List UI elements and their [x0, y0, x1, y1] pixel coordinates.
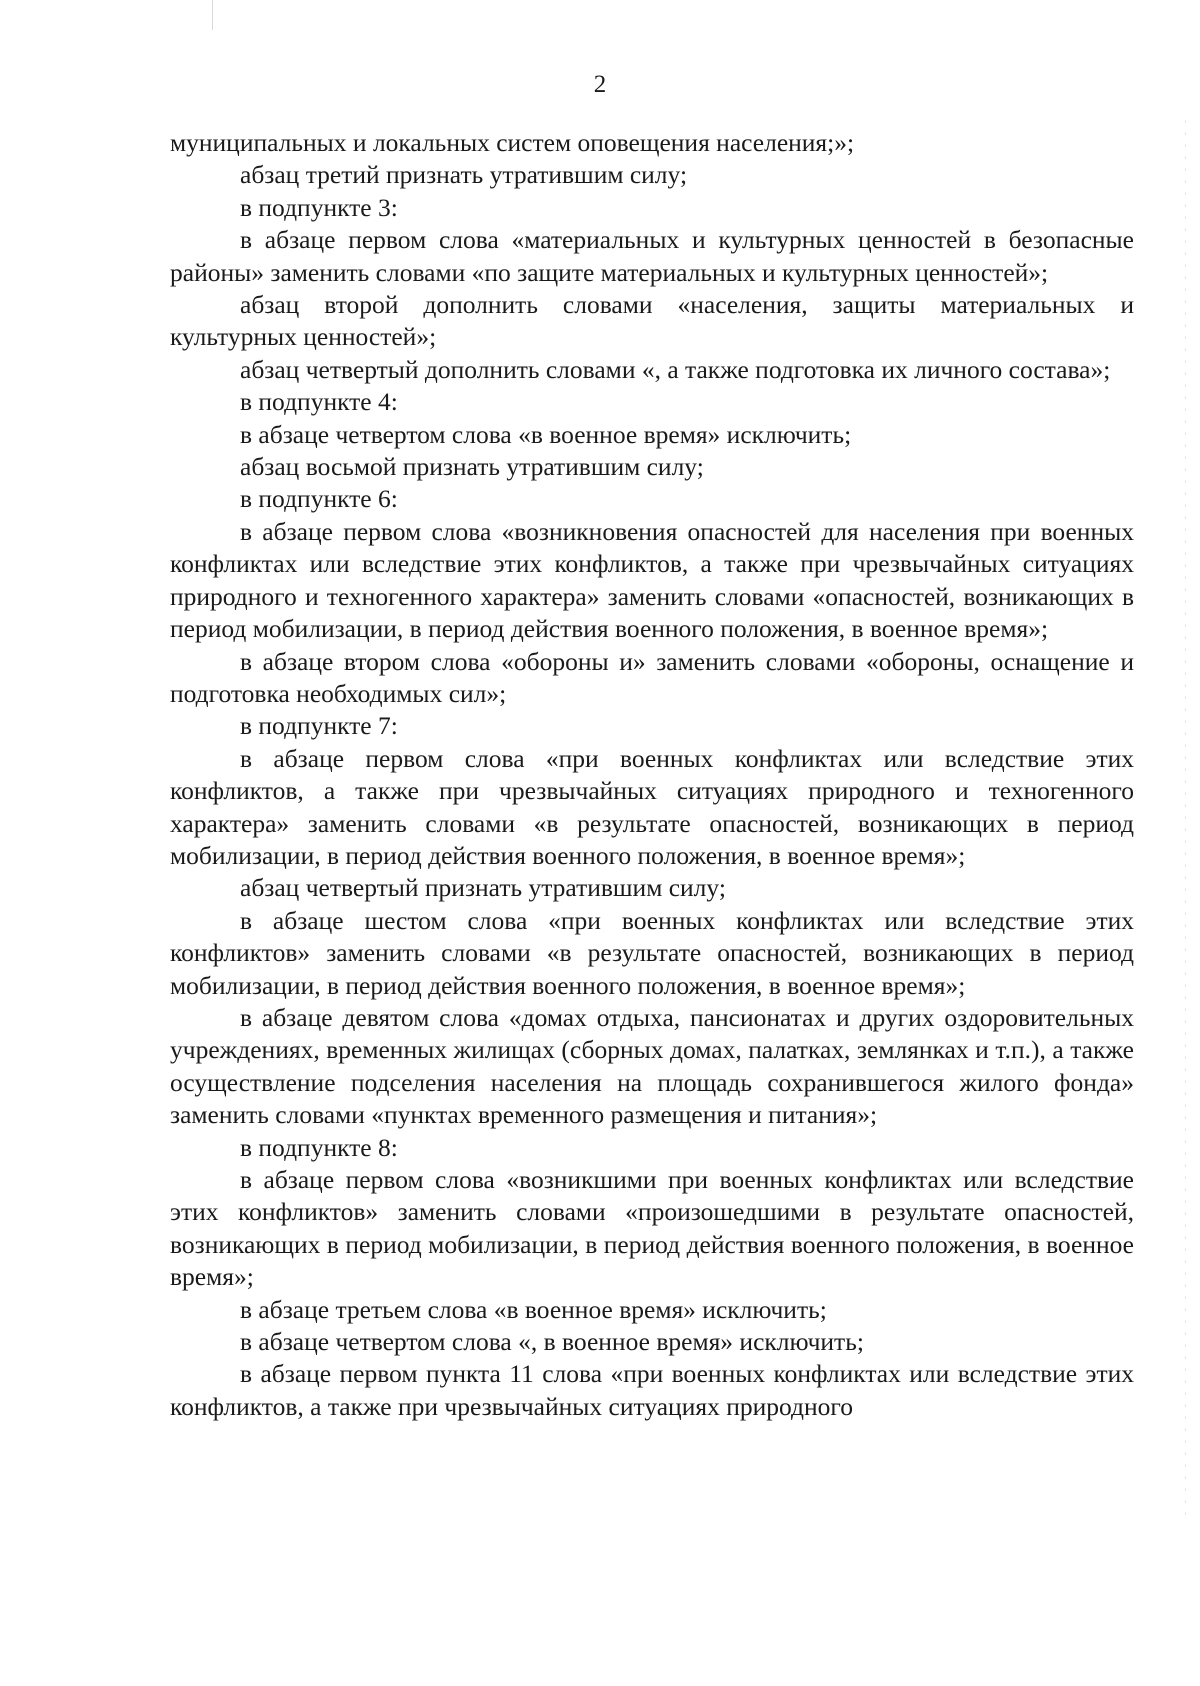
paragraph: абзац третий признать утратившим силу; — [240, 160, 688, 190]
paragraph: абзац восьмой признать утратившим силу; — [240, 452, 704, 482]
scan-edge-mark — [212, 0, 213, 30]
paragraph: в абзаце четвертом слова «в военное время» исключить; — [240, 419, 852, 449]
paragraph: абзац второй дополнить словами «населения, защиты материальных и культурных ценностей»; — [170, 290, 1134, 352]
paragraph: в абзаце первом слова «материальных и культурных ценностей в безопасные районы» заменить словами «по защите материальных и культурных ценностей»; — [170, 225, 1134, 287]
paragraph: в абзаце первом слова «возникновения опасностей для населения при военных конфликтах или вследствие этих конфликтов, а также при чрезвычайных ситуациях природного и техногенного характера» заменить словами «опасностей, возникающих в период мобилизации, в период действия военного положения, в военное время»; — [170, 516, 1134, 644]
paragraph: в подпункте 7: — [240, 711, 398, 741]
paragraph: в абзаце четвертом слова «, в военное время» исключить; — [240, 1327, 864, 1357]
document-body — [170, 127, 1134, 1423]
paragraph: муниципальных и локальных систем оповещения населения;»; — [170, 128, 855, 157]
paragraph: абзац четвертый дополнить словами «, а также подготовка их личного состава»; — [240, 354, 1111, 384]
paragraph: в абзаце третьем слова «в военное время» исключить; — [240, 1294, 827, 1324]
paragraph: в абзаце первом пункта 11 слова «при военных конфликтах или вследствие этих конфликтов, а также при чрезвычайных ситуациях природного — [170, 1359, 1134, 1421]
paragraph: в абзаце первом слова «возникшими при военных конфликтах или вследствие этих конфликтов» заменить словами «произошедшими в результате опасностей, возникающих в период мобилизации, в период действия военного положения, в военное время»; — [170, 1165, 1134, 1292]
paragraph: в абзаце первом слова «при военных конфликтах или вследствие этих конфликтов, а также при чрезвычайных ситуациях природного и техногенного характера» заменить словами «в результате опасностей, возникающих в период мобилизации, в период действия военного положения, в военное время»; — [170, 743, 1134, 870]
paragraph: абзац четвертый признать утратившим силу; — [240, 873, 726, 903]
paragraph: в абзаце девятом слова «домах отдыха, пансионатах и других оздоровительных учреждениях, временных жилищах (сборных домах, палатках, землянках и т.п.), а также осуществление подселения населения на площадь сохранившегося жилого фонда» заменить словами «пунктах временного размещения и питания»; — [170, 1002, 1134, 1130]
page-number: 2 — [593, 71, 607, 98]
paragraph: в абзаце шестом слова «при военных конфликтах или вследствие этих конфликтов» заменить словами «в результате опасностей, возникающих в период мобилизации, в период действия военного положения, в военное время»; — [170, 905, 1134, 1000]
paragraph: в абзаце втором слова «обороны и» заменить словами «обороны, оснащение и подготовка необходимых сил»; — [170, 646, 1134, 708]
paragraph: в подпункте 3: — [240, 192, 398, 222]
paragraph: в подпункте 4: — [240, 387, 398, 417]
paragraph: в подпункте 8: — [240, 1132, 398, 1162]
scan-edge-noise — [1185, 120, 1186, 1520]
paragraph: в подпункте 6: — [240, 484, 398, 514]
